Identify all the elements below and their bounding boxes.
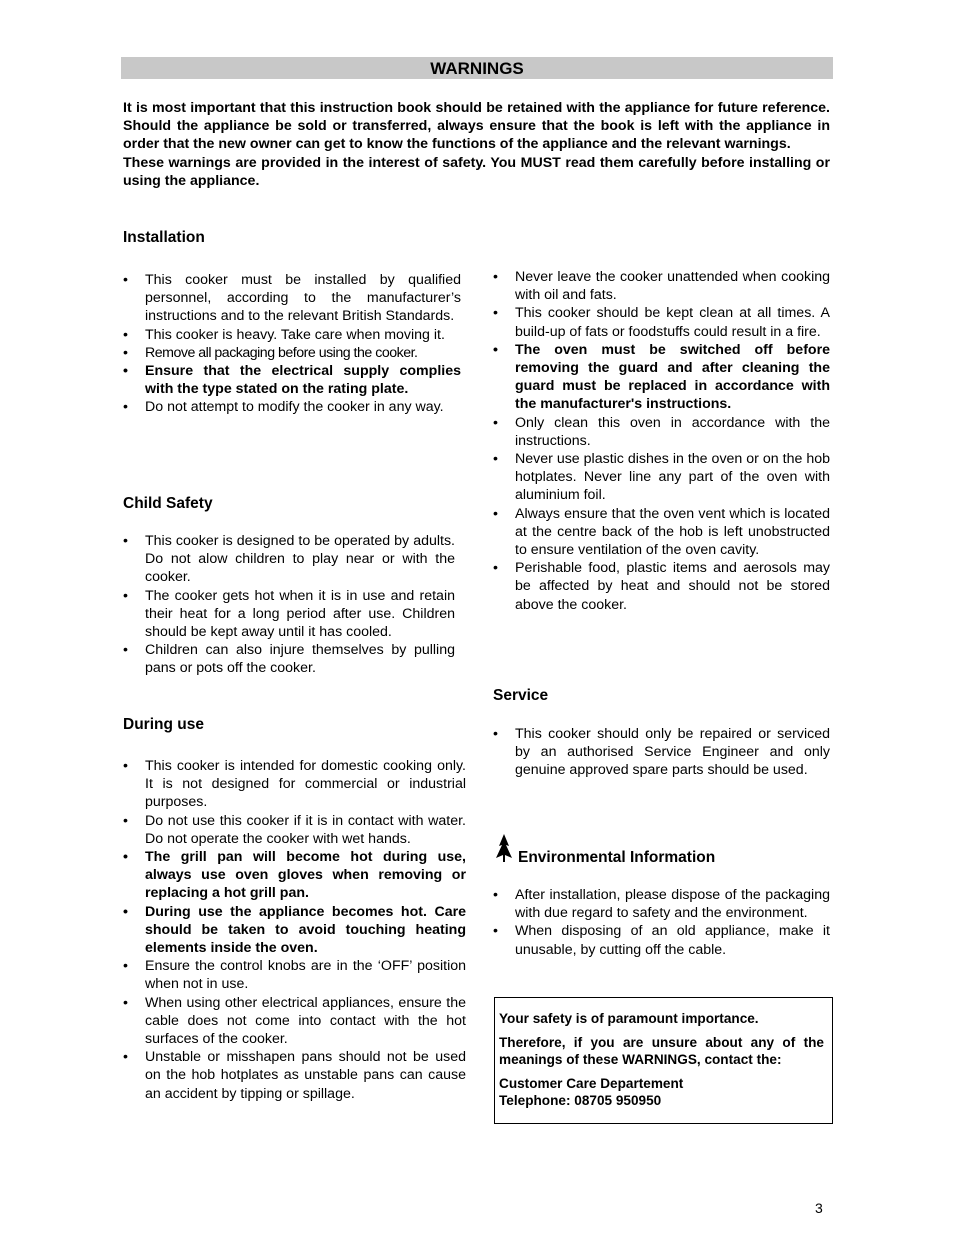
- list-item: • This cooker must be installed by qualified personnel, according to the manufacturer’s instructions and to the relevant British Standards.: [123, 271, 461, 326]
- intro-text: [123, 99, 830, 190]
- customer-care-name: Customer Care Departement: [499, 1076, 684, 1091]
- list-item: • After installation, please dispose of the packaging with due regard to safety and the environment.: [493, 886, 830, 922]
- intro-paragraph-2: These warnings are provided in the interest of safety. You MUST read them carefully before installing or using the appliance.: [123, 154, 830, 189]
- service-list: [493, 725, 830, 780]
- list-item: • Do not use this cooker if it is in contact with water. Do not operate the cooker with wet hands.: [123, 812, 466, 848]
- list-item: • When disposing of an old appliance, make it unusable, by cutting off the cable.: [493, 922, 830, 958]
- page-title: WARNINGS: [121, 57, 833, 79]
- list-item: • During use the appliance becomes hot. Care should be taken to avoid touching heating elements inside the oven.: [123, 903, 466, 958]
- list-item: • This cooker is heavy. Take care when moving it.: [123, 326, 461, 344]
- list-item: • Children can also injure themselves by pulling pans or pots off the cooker.: [123, 641, 455, 677]
- list-item: • Always ensure that the oven vent which is located at the centre back of the hob is left unobstructed to ensure ventilation of the oven cavity.: [493, 505, 830, 560]
- list-item: • Ensure that the electrical supply complies with the type stated on the rating plate.: [123, 362, 461, 398]
- environment-list: [493, 886, 830, 959]
- child-safety-list: [123, 532, 455, 678]
- safety-box-line: Your safety is of paramount importance.: [499, 1011, 759, 1026]
- installation-heading: Installation: [123, 229, 205, 246]
- during-use-heading: During use: [123, 716, 204, 733]
- list-item: • The grill pan will become hot during use, always use oven gloves when removing or replacing a hot grill pan.: [123, 848, 466, 903]
- safety-contact-box: [494, 997, 833, 1124]
- list-item: • Only clean this oven in accordance with the instructions.: [493, 414, 830, 450]
- list-item: • Ensure the control knobs are in the ‘OFF’ position when not in use.: [123, 957, 466, 993]
- list-item: • Do not attempt to modify the cooker in any way.: [123, 398, 461, 416]
- general-warnings-list: [493, 268, 830, 614]
- list-item: • This cooker should only be repaired or serviced by an authorised Service Engineer and only genuine approved spare parts should be used.: [493, 725, 830, 780]
- customer-care-phone: Telephone: 08705 950950: [499, 1093, 662, 1108]
- installation-list: [123, 271, 461, 417]
- safety-box-line: Therefore, if you are unsure about any of the meanings of these WARNINGS, contact the:: [499, 1035, 824, 1067]
- list-item: • The oven must be switched off before removing the guard and after cleaning the guard must be replaced in accordance with the manufacturer's instructions.: [493, 341, 830, 414]
- page-number: 3: [815, 1200, 823, 1216]
- list-item: • This cooker is intended for domestic cooking only. It is not designed for commercial or industrial purposes.: [123, 757, 466, 812]
- list-item: • This cooker is designed to be operated by adults. Do not alow children to play near or with the cooker.: [123, 532, 455, 587]
- list-item: • The cooker gets hot when it is in use and retain their heat for a long period after use. Children should be kept away until it has cooled.: [123, 587, 455, 642]
- list-item: • Perishable food, plastic items and aerosols may be affected by heat and should not be stored above the cooker.: [493, 559, 830, 614]
- list-item: • Never leave the cooker unattended when cooking with oil and fats.: [493, 268, 830, 304]
- list-item: • This cooker should be kept clean at all times. A build-up of fats or foodstuffs could result in a fire.: [493, 304, 830, 340]
- list-item: • When using other electrical appliances, ensure the cable does not come into contact with the hot surfaces of the cooker.: [123, 994, 466, 1049]
- list-item: • Never use plastic dishes in the oven or on the hob hotplates. Never line any part of the oven with aluminium foil.: [493, 450, 830, 505]
- service-heading: Service: [493, 687, 549, 704]
- during-use-list: [123, 757, 466, 1103]
- list-item: • Unstable or misshapen pans should not be used on the hob hotplates as unstable pans can cause an accident by tipping or spillage.: [123, 1048, 466, 1103]
- tree-icon: [495, 834, 513, 862]
- list-item: • Remove all packaging before using the cooker.: [123, 344, 461, 362]
- child-safety-heading: Child Safety: [123, 495, 213, 512]
- environment-heading: Environmental Information: [518, 849, 716, 866]
- intro-paragraph-1: It is most important that this instruction book should be retained with the appliance for future reference. Should the appliance be sold or transferred, always ensure that the book is left with the appliance in order that the new owner can get to know the functions of the appliance and the relevant warnings.: [123, 100, 830, 153]
